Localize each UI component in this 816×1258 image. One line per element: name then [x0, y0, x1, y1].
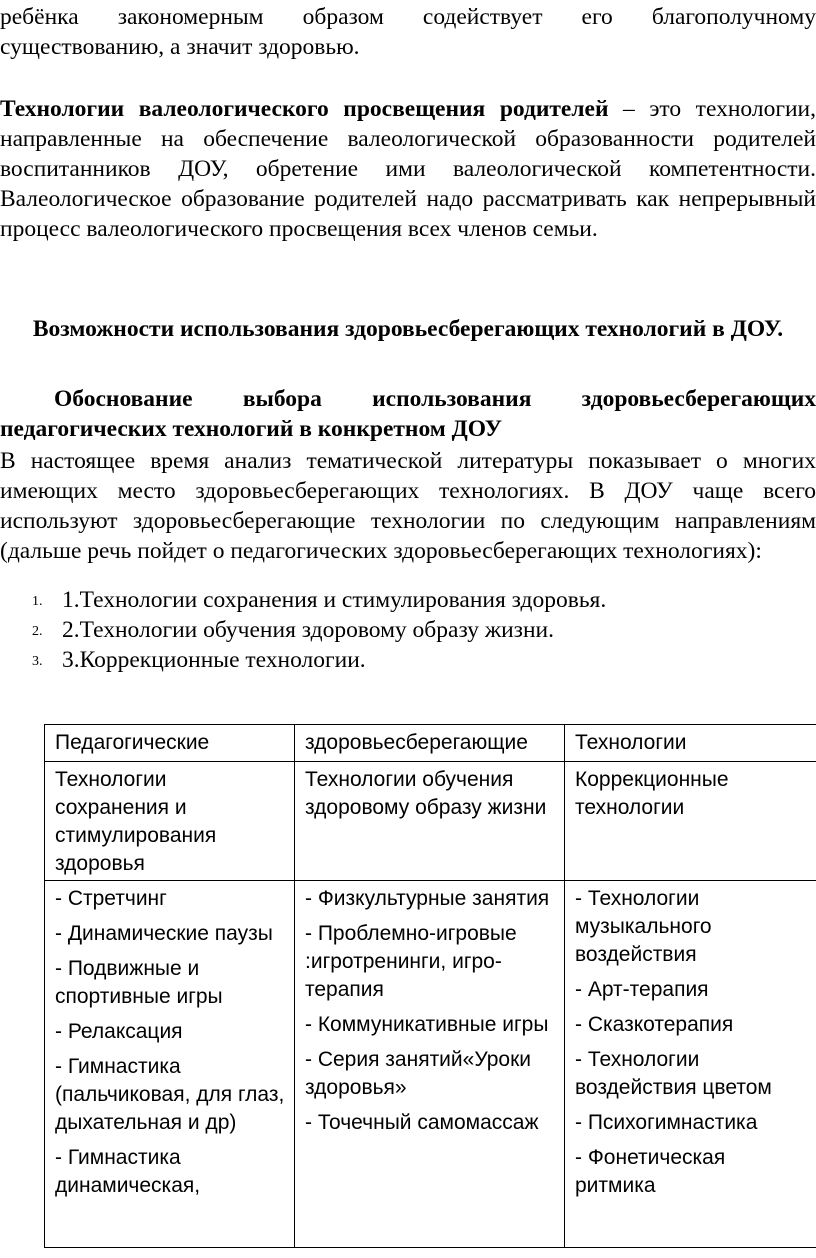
table-category-cell: Технологии сохранения и стимулирования здоровья — [45, 762, 295, 881]
table-item: - Гимнастика (пальчиковая, для глаз, дыхательная и др) — [55, 1055, 285, 1134]
table-row — [45, 725, 816, 762]
technologies-table — [44, 724, 816, 1248]
table-item: - Психогимнастика — [575, 1111, 758, 1134]
list-number: 2. — [32, 624, 43, 639]
valeology-term: Технологии валеологического просвещения родителей — [0, 96, 609, 122]
table-item: - Фонетическая ритмика — [575, 1146, 726, 1197]
intro-paragraph — [0, 2, 816, 62]
body-paragraph — [0, 446, 816, 566]
table-row — [45, 881, 816, 1248]
valeology-text: – это технологии, направленные на обеспечение валеологической образованности родителей воспитанников ДОУ, обретение ими валеологической компетентности. Валеологическое образование родителей надо рассматривать как непрерывный процесс валеологического просвещения всех членов семьи. — [0, 96, 816, 242]
list-number: 3. — [32, 654, 43, 669]
table-item: - Релаксация — [55, 1020, 183, 1043]
table-item: - Технологии воздействия цветом — [575, 1048, 772, 1099]
list-item — [0, 615, 816, 645]
body-text: В настоящее время анализ тематической литературы показывает о многих имеющих место здоровьесберегающих технологиях. В ДОУ чаще всего используют здоровьесберегающие технологии по следующим направлениям (дальше речь пойдет о педагогических здоровьесберегающих технологиях): — [0, 448, 816, 564]
table-header-cell: здоровьесберегающие — [295, 725, 565, 762]
list-number: 1. — [32, 594, 43, 609]
table-item: - Арт-терапия — [575, 978, 709, 1001]
table-item: - Физкультурные занятия — [305, 887, 550, 910]
table-item: - Гимнастика динамическая, — [55, 1146, 201, 1197]
table-item: - Коммуникативные игры — [305, 1013, 549, 1036]
valeology-paragraph — [0, 94, 816, 244]
table-items-cell — [295, 881, 565, 1248]
table-items-cell — [565, 881, 816, 1248]
list-item-text: 1.Технологии сохранения и стимулирования здоровья. — [62, 587, 607, 613]
table-items-cell — [45, 881, 295, 1248]
table-item: - Точечный самомассаж — [305, 1111, 539, 1134]
list-item — [0, 645, 816, 675]
table-item: - Сказкотерапия — [575, 1013, 734, 1036]
table-item: - Технологии музыкального воздействия — [575, 887, 712, 966]
table-header-cell: Педагогические — [45, 725, 295, 762]
list-item-text: 2.Технологии обучения здоровому образу жизни. — [62, 617, 554, 643]
table-item: - Динамические паузы — [55, 922, 273, 945]
table-header-cell: Технологии — [565, 725, 816, 762]
table-item: - Серия занятий«Уроки здоровья» — [305, 1048, 531, 1099]
intro-text: ребёнка закономерным образом содействует его благополучному существованию, а значит здоровью. — [0, 4, 816, 60]
table-item: - Подвижные и спортивные игры — [55, 957, 223, 1008]
table-row — [45, 762, 816, 881]
table-category-cell: Технологии обучения здоровому образу жизни — [295, 762, 565, 881]
directions-list — [0, 585, 816, 675]
table-item: - Стретчинг — [55, 887, 167, 910]
table-category-cell: Коррекционные технологии — [565, 762, 816, 881]
table-item: - Проблемно-игровые :игротренинги, игро-терапия — [305, 922, 517, 1001]
subsection-heading: Обоснование выбора использования здоровьесберегающих педагогических технологий в конкретном ДОУ — [0, 386, 816, 442]
list-item-text: 3.Коррекционные технологии. — [62, 647, 366, 673]
list-item — [0, 585, 816, 615]
section-heading: Возможности использования здоровьесберегающих технологий в ДОУ. — [32, 316, 784, 342]
